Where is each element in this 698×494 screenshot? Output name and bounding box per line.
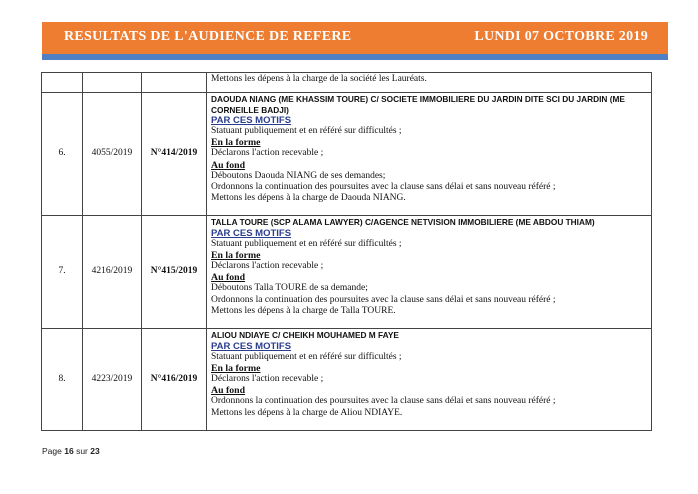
case-parties: ALIOU NDIAYE C/ CHEIKH MOUHAMED M FAYE	[211, 330, 399, 340]
case-rg-number: 4055/2019	[83, 93, 142, 216]
footer-page-total: 23	[90, 446, 100, 456]
continuation-line: Ordonnons la continuation des poursuites avec la clause sans délai et sans nouveau référé ;	[211, 396, 556, 407]
table-row	[42, 216, 652, 329]
recevable-line: Déclarons l'action recevable ;	[211, 148, 324, 159]
motifs-heading: PAR CES MOTIFS	[211, 115, 292, 126]
footer-page-current: 16	[64, 446, 74, 456]
case-decision	[207, 216, 652, 329]
fond-heading: Au fond	[211, 159, 246, 171]
header-title: RESULTATS DE L'AUDIENCE DE REFERE	[64, 29, 352, 44]
motifs-heading: PAR CES MOTIFS	[211, 227, 292, 239]
cell-num	[42, 73, 83, 93]
case-order-number: N°416/2019	[142, 329, 207, 431]
footer-page-word: Page	[42, 446, 62, 456]
deboutons-line: Déboutons Talla TOURE de sa demande;	[211, 283, 368, 294]
table-row	[42, 93, 652, 216]
motifs-heading: PAR CES MOTIFS	[211, 340, 292, 352]
table-row-continuation	[42, 73, 652, 93]
table-row	[42, 329, 652, 431]
footer-of-word: sur	[76, 446, 88, 456]
header-banner	[42, 22, 668, 60]
cell-decision	[207, 73, 652, 93]
recevable-line: Déclarons l'action recevable ;	[211, 260, 324, 271]
case-rg-number: 4216/2019	[83, 216, 142, 329]
fond-heading: Au fond	[211, 272, 246, 284]
page-footer	[42, 446, 100, 456]
continuation-line: Ordonnons la continuation des poursuites avec la clause sans délai et sans nouveau référé ;	[211, 182, 556, 193]
cell-rg	[83, 73, 142, 93]
forme-heading: En la forme	[211, 249, 261, 261]
forme-heading: En la forme	[211, 362, 261, 374]
fond-heading: Au fond	[211, 385, 246, 397]
case-number: 8.	[42, 329, 83, 431]
depens-line: Mettons les dépens à la charge de Aliou NDIAYE.	[211, 407, 403, 418]
depens-line: Mettons les dépens à la charge de Talla TOURE.	[211, 305, 396, 316]
decision-line: Mettons les dépens à la charge de la société les Lauréats.	[211, 74, 427, 84]
cell-order	[142, 73, 207, 93]
case-parties: TALLA TOURE (SCP ALAMA LAWYER) C/AGENCE NETVISION IMMOBILIERE (ME ABDOU THIAM)	[211, 217, 595, 227]
case-decision	[207, 93, 652, 216]
case-order-number: N°415/2019	[142, 216, 207, 329]
case-number: 6.	[42, 93, 83, 216]
case-parties: DAOUDA NIANG (ME KHASSIM TOURE) C/ SOCIETE IMMOBILIERE DU JARDIN DITE SCI DU JARDIN (ME CORNEILLE BADJI)	[211, 94, 625, 115]
case-order-number: N°414/2019	[142, 93, 207, 216]
deboutons-line: Déboutons Daouda NIANG de ses demandes;	[211, 170, 386, 181]
statuant-line: Statuant publiquement et en référé sur difficultés ;	[211, 351, 402, 362]
statuant-line: Statuant publiquement et en référé sur difficultés ;	[211, 238, 402, 249]
results-table	[41, 72, 652, 431]
header-date: LUNDI 07 OCTOBRE 2019	[474, 29, 648, 44]
statuant-line: Statuant publiquement et en référé sur difficultés ;	[211, 126, 402, 136]
case-decision	[207, 329, 652, 431]
depens-line: Mettons les dépens à la charge de Daouda NIANG.	[211, 193, 406, 204]
continuation-line: Ordonnons la continuation des poursuites avec la clause sans délai et sans nouveau référé ;	[211, 294, 556, 305]
case-number: 7.	[42, 216, 83, 329]
recevable-line: Déclarons l'action recevable ;	[211, 373, 324, 384]
forme-heading: En la forme	[211, 137, 261, 149]
case-rg-number: 4223/2019	[83, 329, 142, 431]
